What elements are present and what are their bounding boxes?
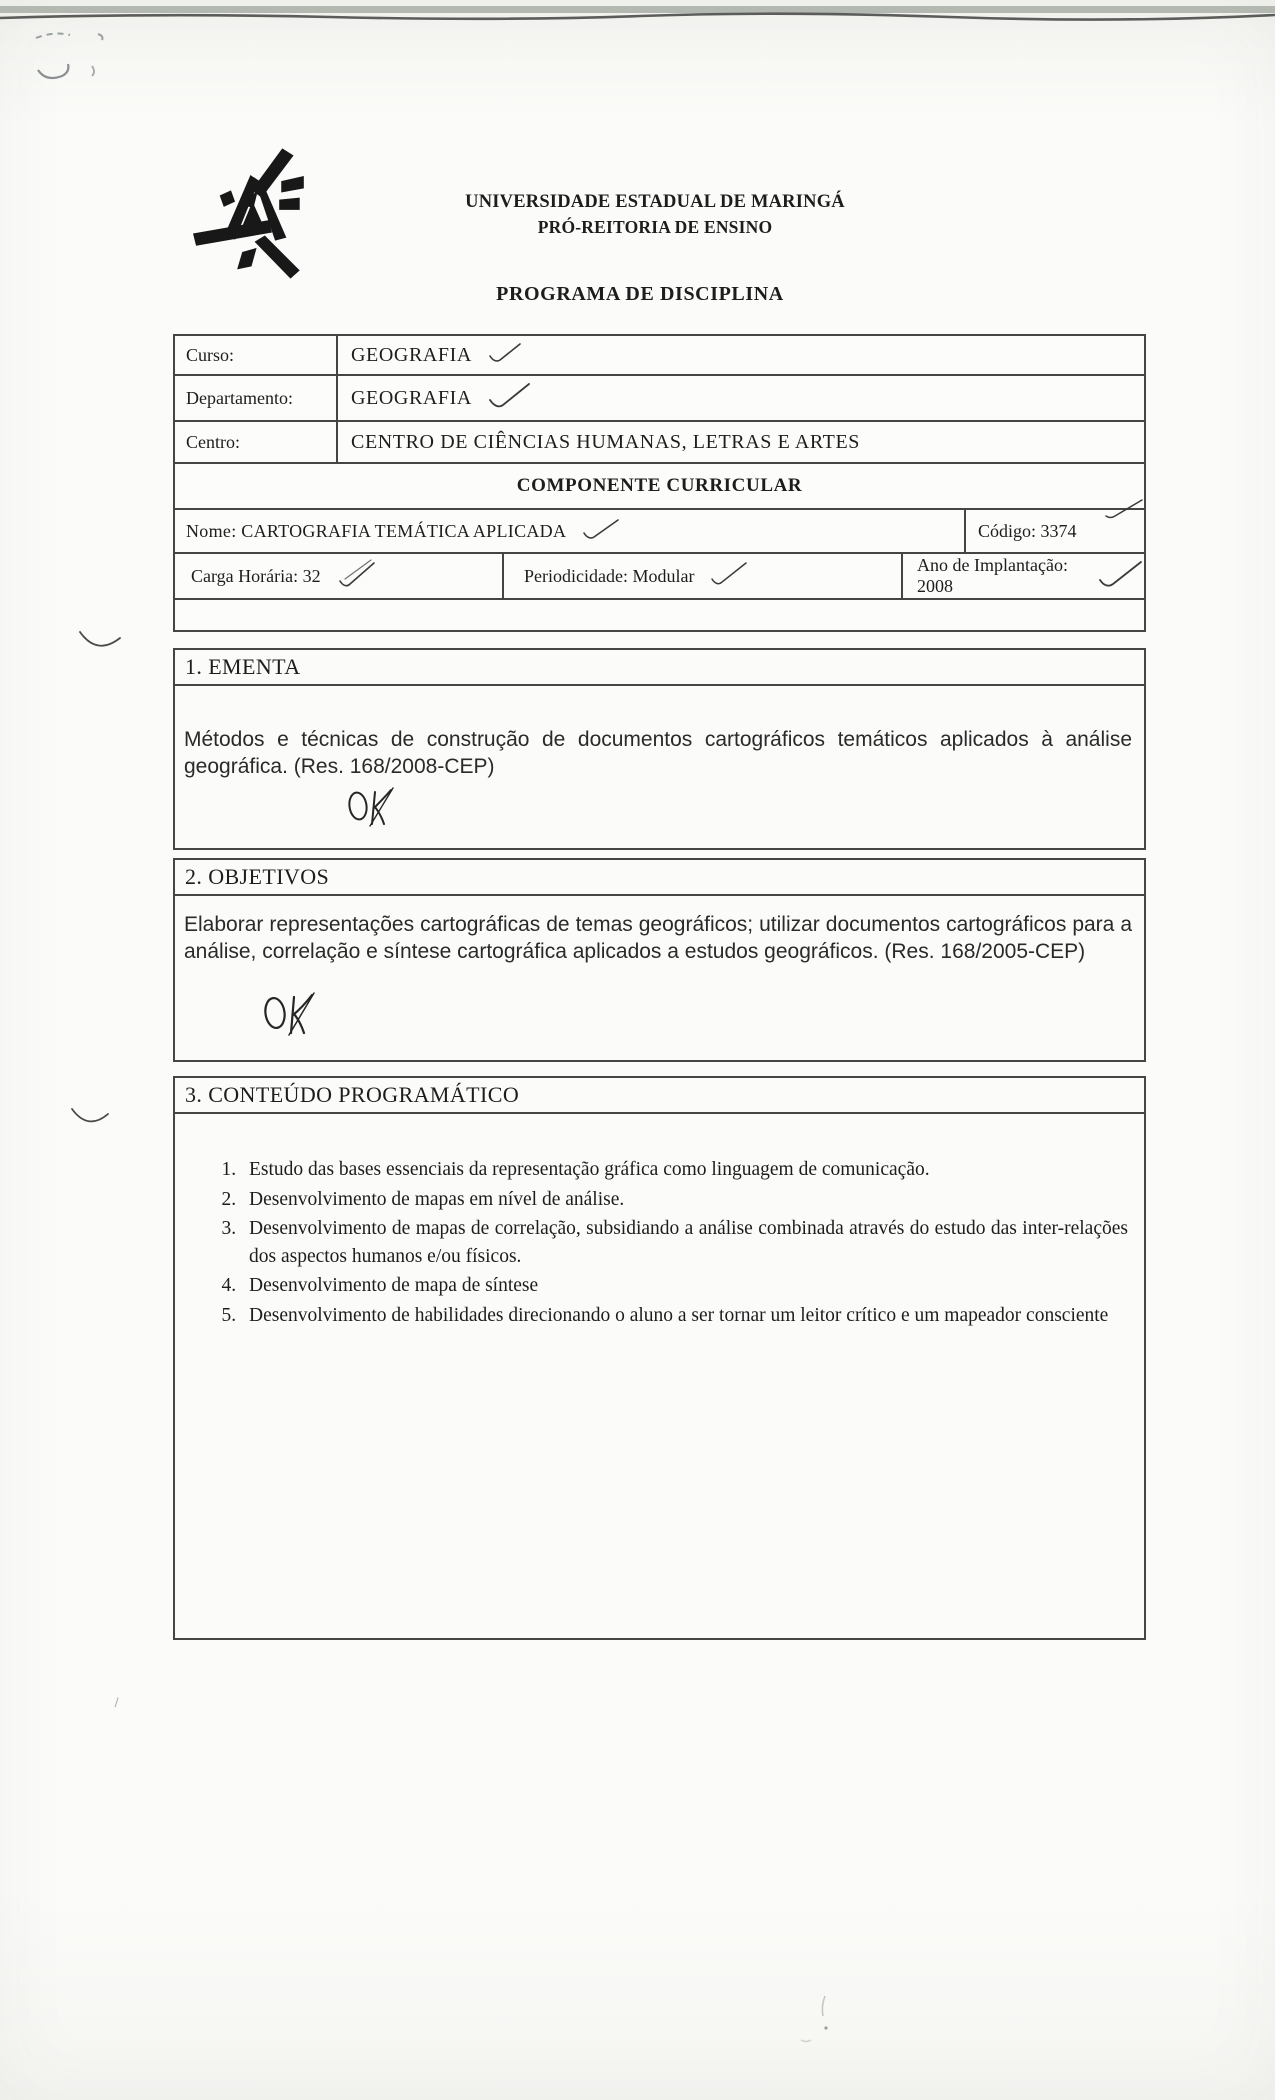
scanner-edge-strip bbox=[0, 0, 1275, 7]
pencil-scribble-mark bbox=[28, 26, 143, 95]
table-row-centro bbox=[175, 422, 1144, 464]
checkmark-icon bbox=[1098, 559, 1144, 594]
pro-reitoria-line: PRÓ-REITORIA DE ENSINO bbox=[537, 217, 773, 237]
uem-logo bbox=[193, 148, 311, 280]
periodicidade-value: Periodicidade: Modular bbox=[524, 565, 695, 586]
stray-speck bbox=[795, 1990, 835, 2055]
table-row-curso bbox=[175, 336, 1144, 376]
table-row-nome bbox=[175, 510, 1144, 554]
list-item: 4. Desenvolvimento de mapa de síntese bbox=[241, 1272, 1128, 1300]
ano-implantacao-value: Ano de Implantação: 2008 bbox=[917, 555, 1068, 596]
ano-implantacao-cell bbox=[903, 555, 1144, 597]
checkmark-icon bbox=[1104, 498, 1144, 525]
conteudo-list bbox=[175, 1114, 1144, 1329]
ok-annotation bbox=[261, 986, 319, 1047]
objetivos-text: Elaborar representações cartográficas de temas geográficos; utilizar documentos cartográficos para a análise, correlação e síntese cartográfica aplicados a estudos geográficos. (Res. 168/2005-CEP) bbox=[184, 913, 1132, 963]
curso-label: Curso: bbox=[175, 336, 338, 374]
codigo-cell bbox=[964, 510, 1144, 552]
checkmark-icon bbox=[488, 381, 532, 415]
periodicidade-cell bbox=[504, 554, 903, 598]
centro-label: Centro: bbox=[175, 422, 338, 462]
ementa-text: Métodos e técnicas de construção de documentos cartográficos temáticos aplicados à análise geográfica. (Res. 168/2008-CEP) bbox=[184, 728, 1132, 778]
nome-cell bbox=[175, 510, 964, 552]
curso-value: GEOGRAFIA bbox=[351, 343, 472, 366]
list-item: 1. Estudo das bases essenciais da representação gráfica como linguagem de comunicação. bbox=[241, 1156, 1128, 1184]
centro-value: CENTRO DE CIÊNCIAS HUMANAS, LETRAS E ARTES bbox=[351, 430, 861, 453]
checkmark-icon bbox=[710, 561, 748, 592]
letterhead bbox=[330, 192, 980, 238]
table-row-carga-periodicidade-ano bbox=[175, 554, 1144, 600]
university-name: UNIVERSIDADE ESTADUAL DE MARINGÁ bbox=[465, 192, 845, 212]
list-item: 3. Desenvolvimento de mapas de correlação, subsidiando a análise combinada através do estudo das inter-relações dos aspectos humanos e/ou físicos. bbox=[241, 1215, 1128, 1270]
departamento-label: Departamento: bbox=[175, 376, 338, 420]
curso-value-cell bbox=[338, 341, 1144, 369]
nome-value: Nome: CARTOGRAFIA TEMÁTICA APLICADA bbox=[186, 520, 567, 541]
checkmark-icon bbox=[488, 341, 522, 369]
carga-horaria-value: Carga Horária: 32 bbox=[191, 565, 321, 586]
section-conteudo-body bbox=[173, 1114, 1146, 1640]
double-checkmark-icon bbox=[337, 559, 377, 594]
section-objetivos-body bbox=[173, 896, 1146, 1062]
pencil-arc-icon bbox=[70, 1105, 110, 1136]
section-objetivos-header: 2. OBJETIVOS bbox=[173, 858, 1146, 896]
section-conteudo-header: 3. CONTEÚDO PROGRAMÁTICO bbox=[173, 1076, 1146, 1114]
checkmark-icon bbox=[582, 517, 620, 546]
table-row-departamento bbox=[175, 376, 1144, 422]
document-title: PROGRAMA DE DISCIPLINA bbox=[496, 283, 784, 305]
table-filler-row bbox=[175, 600, 1144, 630]
carga-horaria-cell bbox=[175, 554, 504, 598]
pencil-arc-icon bbox=[78, 628, 122, 661]
codigo-value: Código: 3374 bbox=[978, 520, 1077, 541]
list-item: 5. Desenvolvimento de habilidades direcionando o aluno a ser tornar um leitor crítico e um mapeador consciente bbox=[241, 1302, 1128, 1330]
componente-curricular-header: COMPONENTE CURRICULAR bbox=[175, 464, 1144, 510]
section-ementa-body bbox=[173, 686, 1146, 850]
section-ementa-header: 1. EMENTA bbox=[173, 648, 1146, 686]
departamento-value-cell bbox=[338, 381, 1144, 415]
ok-annotation bbox=[345, 782, 397, 837]
stray-mark bbox=[115, 1697, 123, 1708]
list-item: 2. Desenvolvimento de mapas em nível de análise. bbox=[241, 1186, 1128, 1214]
departamento-value: GEOGRAFIA bbox=[351, 386, 472, 409]
paper-top-edge-line bbox=[0, 10, 1275, 24]
course-info-table bbox=[173, 334, 1146, 632]
